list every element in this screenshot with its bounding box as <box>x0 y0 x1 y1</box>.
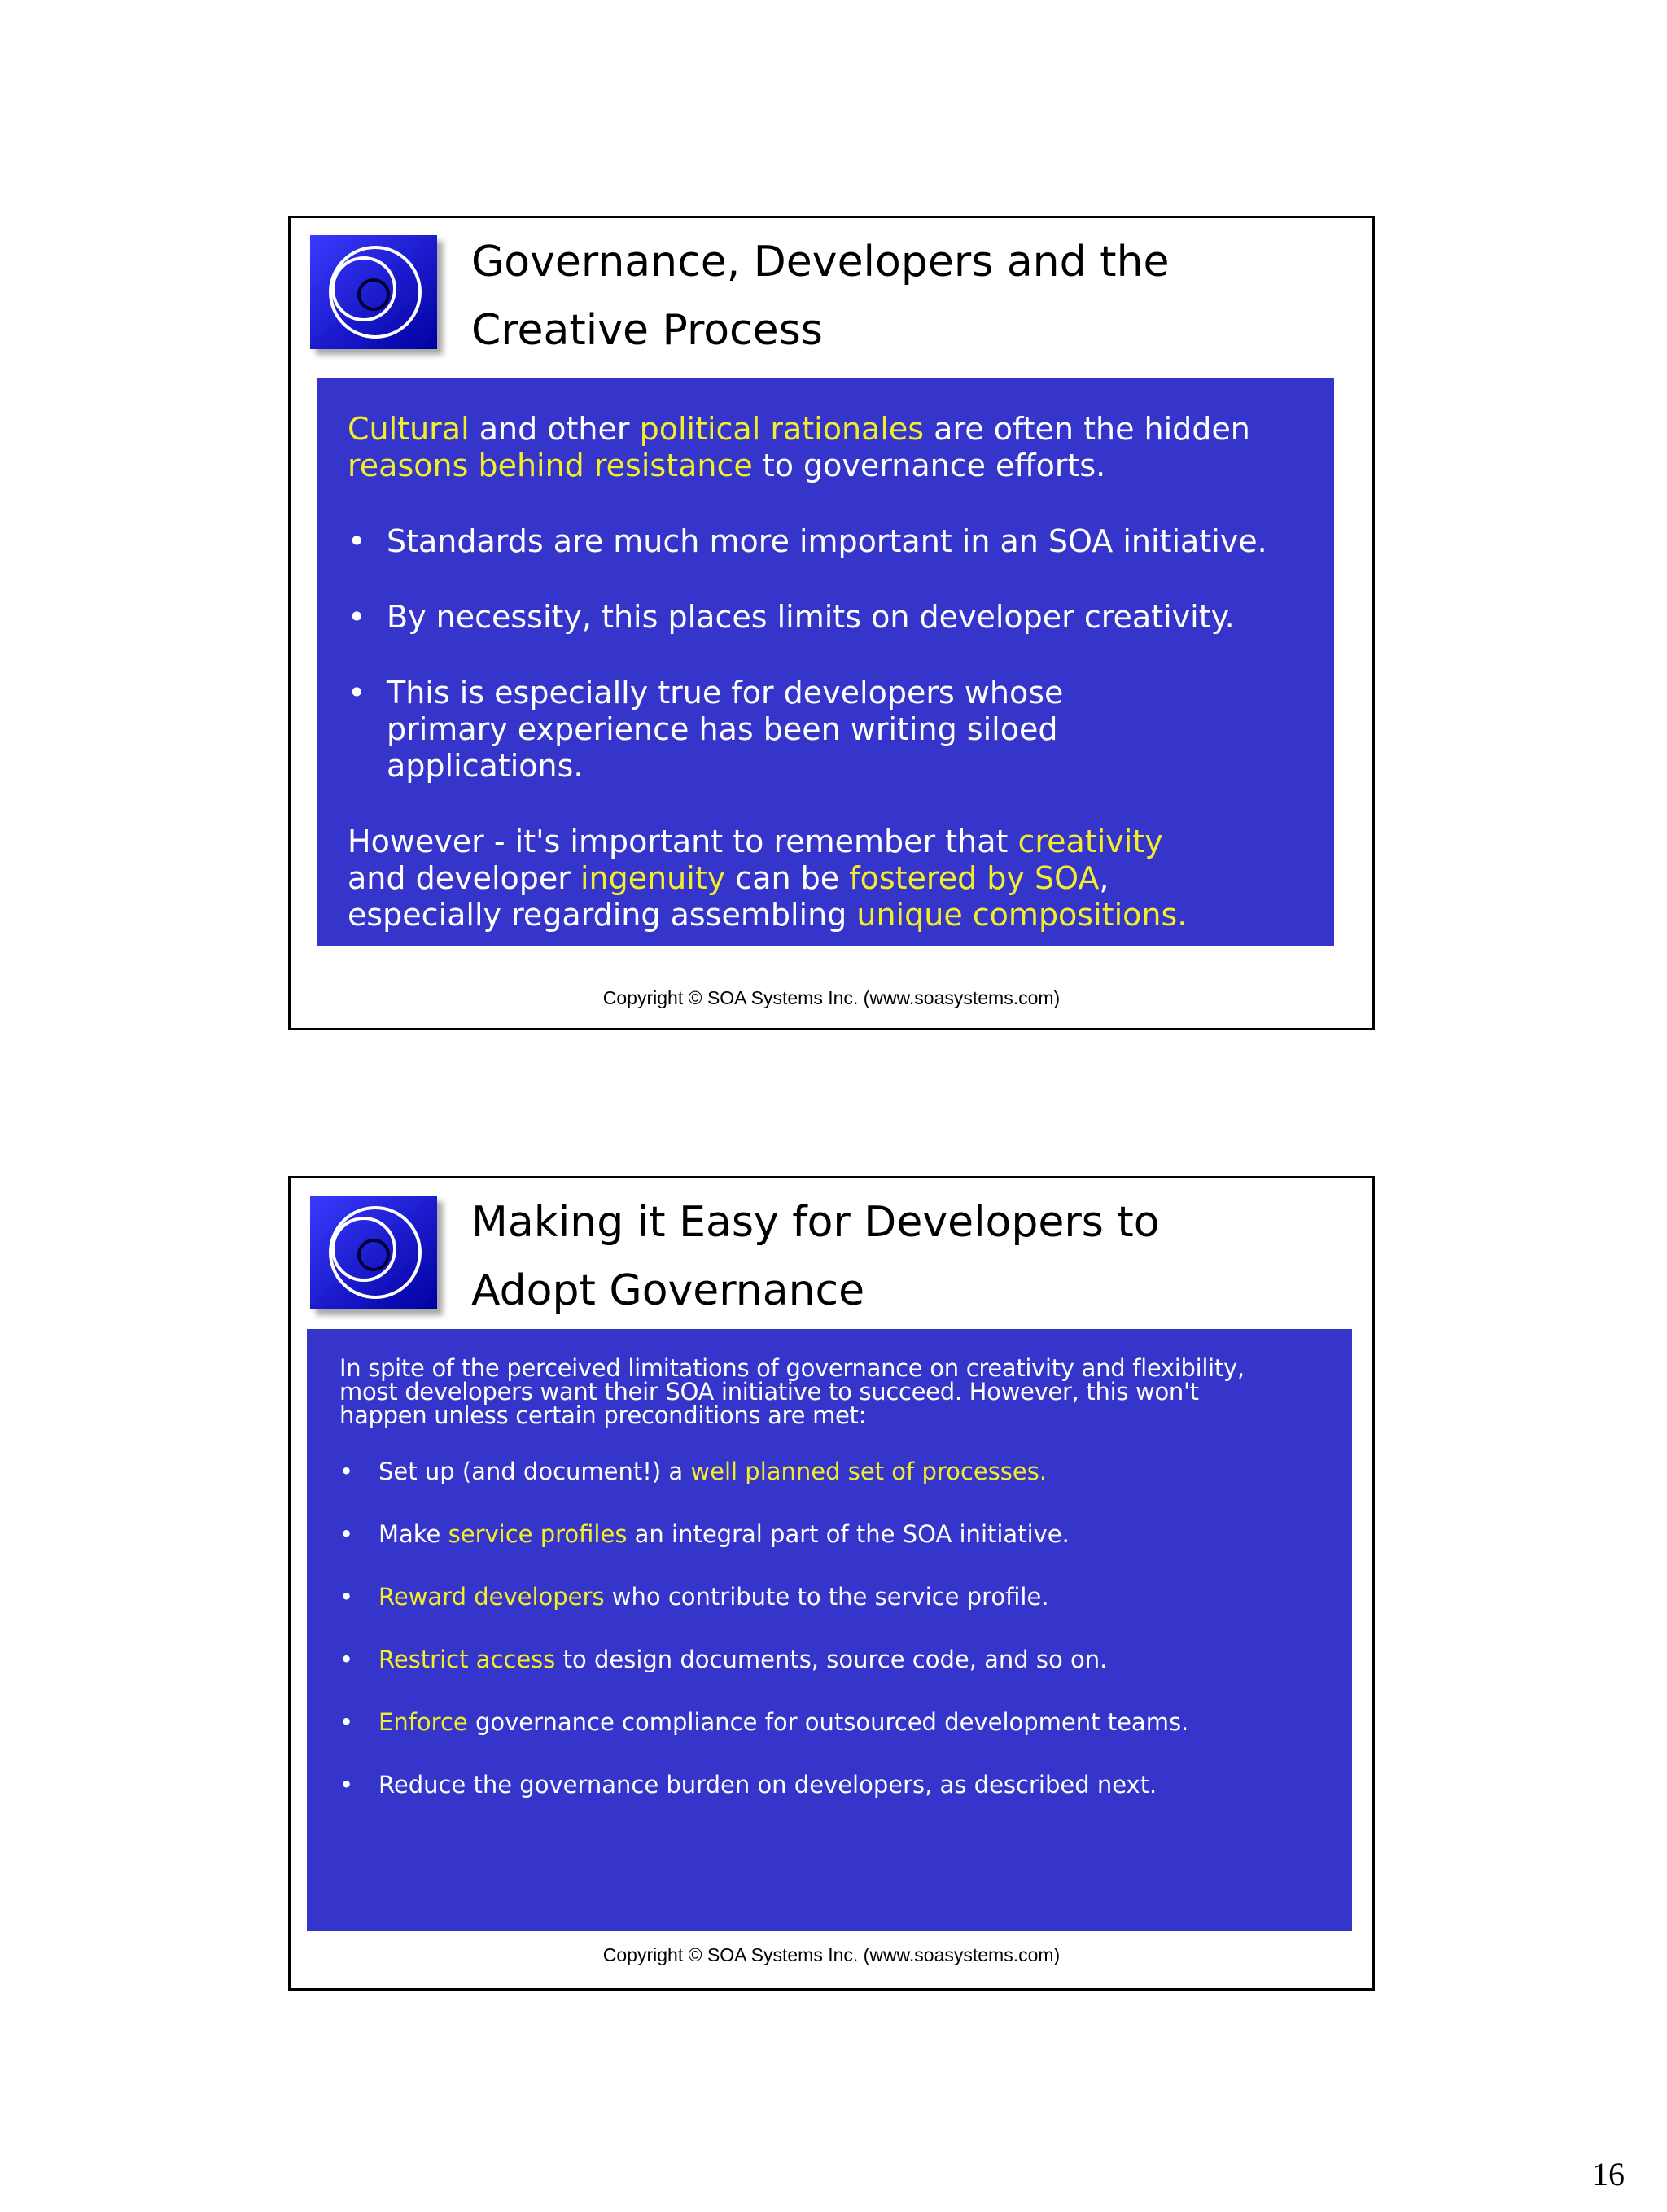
bullet-item <box>339 1648 1319 1672</box>
bullet-item <box>339 1773 1319 1797</box>
copyright-notice: Copyright © SOA Systems Inc. (www.soasystems.com) <box>602 1944 1061 1965</box>
text-run: and other <box>469 411 640 447</box>
bullet-text <box>378 1708 1189 1736</box>
copyright-notice: Copyright © SOA Systems Inc. (www.soasystems.com) <box>602 987 1061 1008</box>
bullet-item <box>348 675 1303 785</box>
bullet-item <box>348 523 1303 560</box>
text-run: fostered by SOA <box>849 860 1100 896</box>
text-run: ingenuity <box>580 860 726 896</box>
bullet-icon: • <box>348 599 366 635</box>
bullet-icon: • <box>339 1646 354 1673</box>
text-run: Make <box>378 1520 448 1548</box>
intro-paragraph <box>348 411 1303 484</box>
bullet-text <box>378 1520 1070 1548</box>
text-run: to governance efforts. <box>752 448 1106 483</box>
text-run: governance compliance for outsourced development teams. <box>467 1708 1189 1736</box>
slide-1 <box>288 216 1375 1030</box>
bullet-item <box>339 1460 1319 1484</box>
text-run: political rationales <box>639 411 925 447</box>
bullet-text <box>378 1585 1049 1609</box>
text-run: are often the hidden <box>924 411 1250 447</box>
bullet-icon: • <box>339 1583 354 1611</box>
text-run: Set up (and document!) a <box>378 1458 691 1485</box>
text-run: creativity <box>1017 824 1163 859</box>
text-run: Enforce <box>378 1708 468 1736</box>
title-line-2: Creative Process <box>471 306 823 355</box>
bullet-icon: • <box>339 1771 354 1799</box>
bullet-text <box>378 1460 1047 1484</box>
bullet-text: This is especially true for developers whose primary experience has been writing siloed applications. <box>387 675 1064 784</box>
text-run: Reduce the governance burden on developers, as described next. <box>378 1771 1157 1799</box>
text-run: , especially regarding assembling <box>348 860 1109 933</box>
content-panel <box>307 1329 1352 1931</box>
text-run: an integral part of the SOA initiative. <box>627 1520 1070 1548</box>
bullet-item <box>339 1708 1319 1736</box>
bullet-icon: • <box>339 1458 354 1485</box>
logo-icon <box>310 235 437 349</box>
title-line-1: Making it Easy for Developers to <box>471 1198 1160 1247</box>
text-run: . <box>1177 897 1188 933</box>
bullet-text: Standards are much more important in an SOA initiative. <box>387 523 1267 559</box>
bullet-icon: • <box>339 1520 354 1548</box>
page-number: 16 <box>1592 2156 1625 2192</box>
text-run: Restrict access <box>378 1646 556 1673</box>
text-run: service profiles <box>448 1520 628 1548</box>
text-run: reasons behind resistance <box>348 448 753 483</box>
bullet-item <box>348 599 1303 636</box>
text-run: who contribute to the service profile. <box>604 1583 1049 1611</box>
bullet-text <box>378 1648 1107 1672</box>
slide-2 <box>288 1176 1375 1991</box>
title-line-2: Adopt Governance <box>471 1266 865 1315</box>
intro-paragraph: In spite of the perceived limitations of governance on creativity and flexibility, most developers want their SOA initiative to succeed. However, this won't happen unless certain preconditions are met: <box>339 1354 1245 1429</box>
slide-title <box>471 1188 1350 1325</box>
content-panel <box>317 378 1334 946</box>
text-run: well planned set of processes. <box>690 1458 1048 1485</box>
bullet-text <box>378 1773 1157 1797</box>
bullet-item <box>339 1520 1319 1548</box>
text-run: unique compositions <box>856 897 1178 933</box>
logo-icon <box>310 1196 437 1309</box>
text-run: However - it's important to remember that <box>348 824 1018 859</box>
closing-paragraph <box>348 824 1210 933</box>
bullet-text: By necessity, this places limits on developer creativity. <box>387 599 1235 635</box>
slide-title <box>471 228 1350 365</box>
bullet-icon: • <box>348 675 366 710</box>
text-run: and developer <box>348 860 580 896</box>
bullet-item <box>339 1585 1319 1609</box>
text-run: to design documents, source code, and so on. <box>555 1646 1108 1673</box>
bullet-icon: • <box>339 1708 354 1736</box>
text-run: Cultural <box>348 411 470 447</box>
title-line-1: Governance, Developers and the <box>471 238 1170 286</box>
bullet-icon: • <box>348 523 366 559</box>
text-run: can be <box>725 860 850 896</box>
text-run: Reward developers <box>378 1583 605 1611</box>
